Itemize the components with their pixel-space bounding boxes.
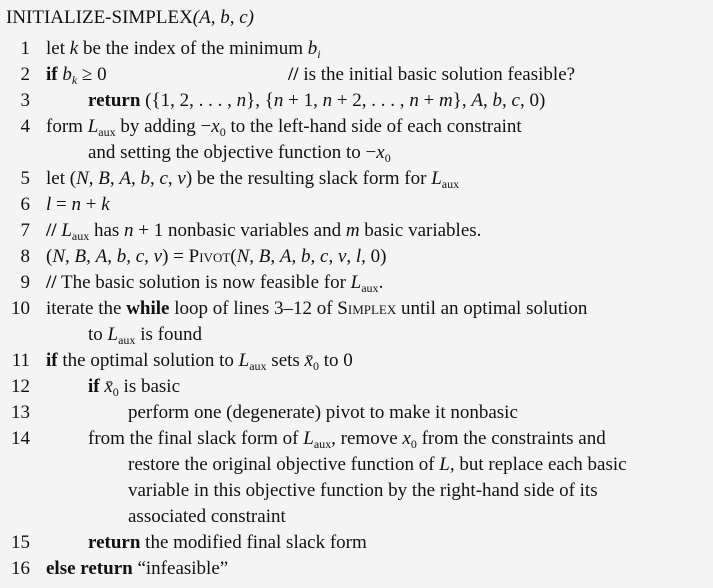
line-comment: // is the initial basic solution feasible? [288, 64, 576, 85]
procedure-title [6, 4, 713, 36]
line-text: perform one (degenerate) pivot to make it nonbasic [128, 402, 518, 423]
line-number: 1 [20, 38, 30, 59]
code-line [6, 296, 713, 322]
line-number: 11 [11, 350, 30, 371]
code-line [6, 218, 713, 244]
line-text: return the modified final slack form [88, 532, 367, 553]
line-text: if $b_k \ge 0$ [46, 64, 107, 87]
line-text: iterate the while loop of lines 3–12 of Simplex until an optimal solution [46, 298, 588, 319]
code-line [6, 478, 713, 504]
line-text: and setting the objective function to $-x_0$ [88, 142, 391, 165]
code-line [6, 192, 713, 218]
code-lines [6, 36, 713, 582]
code-line [6, 36, 713, 62]
code-line [6, 426, 713, 452]
line-text: else return “infeasible” [46, 558, 229, 579]
code-line [6, 400, 713, 426]
line-number: 7 [20, 220, 30, 241]
line-number: 8 [20, 246, 30, 267]
code-line [6, 556, 713, 582]
line-text: // The basic solution is now feasible for $L_{aux}$. [46, 272, 384, 295]
line-number: 14 [11, 428, 30, 449]
line-text: if $x̄_0$ is basic [88, 376, 181, 399]
line-number: 13 [11, 402, 30, 423]
line-text: let (N, B, A, b, c, v) be the resulting slack form for $L_{aux}$ [46, 168, 460, 191]
code-line [6, 530, 713, 556]
code-line [6, 322, 713, 348]
code-line [6, 348, 713, 374]
code-line [6, 452, 713, 478]
line-number: 9 [20, 272, 30, 293]
code-line [6, 270, 713, 296]
code-line [6, 140, 713, 166]
line-number: 16 [11, 558, 30, 579]
line-text: associated constraint [128, 506, 286, 527]
line-text: let k be the index of the minimum $b_i$ [46, 38, 321, 61]
line-text: (N, B, A, b, c, v) = Pivot(N, B, A, b, c, v, l, 0) [46, 246, 387, 267]
line-number: 2 [20, 64, 30, 85]
line-text: form $L_{aux}$ by adding $-x_0$ to the left-hand side of each constraint [46, 116, 522, 139]
code-line [6, 244, 713, 270]
line-text: return ({1, 2, . . . , n}, {n + 1, n + 2, . . . , n + m}, A, b, c, 0) [88, 90, 546, 111]
line-number: 15 [11, 532, 30, 553]
code-line [6, 62, 713, 88]
line-number: 12 [11, 376, 30, 397]
line-text: // $L_{aux}$ has n + 1 nonbasic variables and m basic variables. [46, 220, 482, 243]
line-number: 4 [20, 116, 30, 137]
line-text: to $L_{aux}$ is found [88, 324, 202, 347]
code-line [6, 88, 713, 114]
code-line [6, 374, 713, 400]
line-text: variable in this objective function by the right-hand side of its [128, 480, 598, 501]
code-line [6, 504, 713, 530]
line-text: l = n + k [46, 194, 110, 215]
procedure-name: INITIALIZE-SIMPLEX [6, 7, 193, 28]
procedure-params: (A, b, c) [192, 7, 254, 28]
line-number: 6 [20, 194, 30, 215]
line-text: if the optimal solution to $L_{aux}$ sets $x̄_0$ to 0 [46, 350, 353, 373]
line-text: from the final slack form of $L_{aux}$, remove $x_0$ from the constraints and [88, 428, 606, 451]
code-line [6, 166, 713, 192]
code-line [6, 114, 713, 140]
line-number: 5 [20, 168, 30, 189]
line-number: 3 [20, 90, 30, 111]
line-text: restore the original objective function of L, but replace each basic [128, 454, 627, 475]
line-number: 10 [11, 298, 30, 319]
